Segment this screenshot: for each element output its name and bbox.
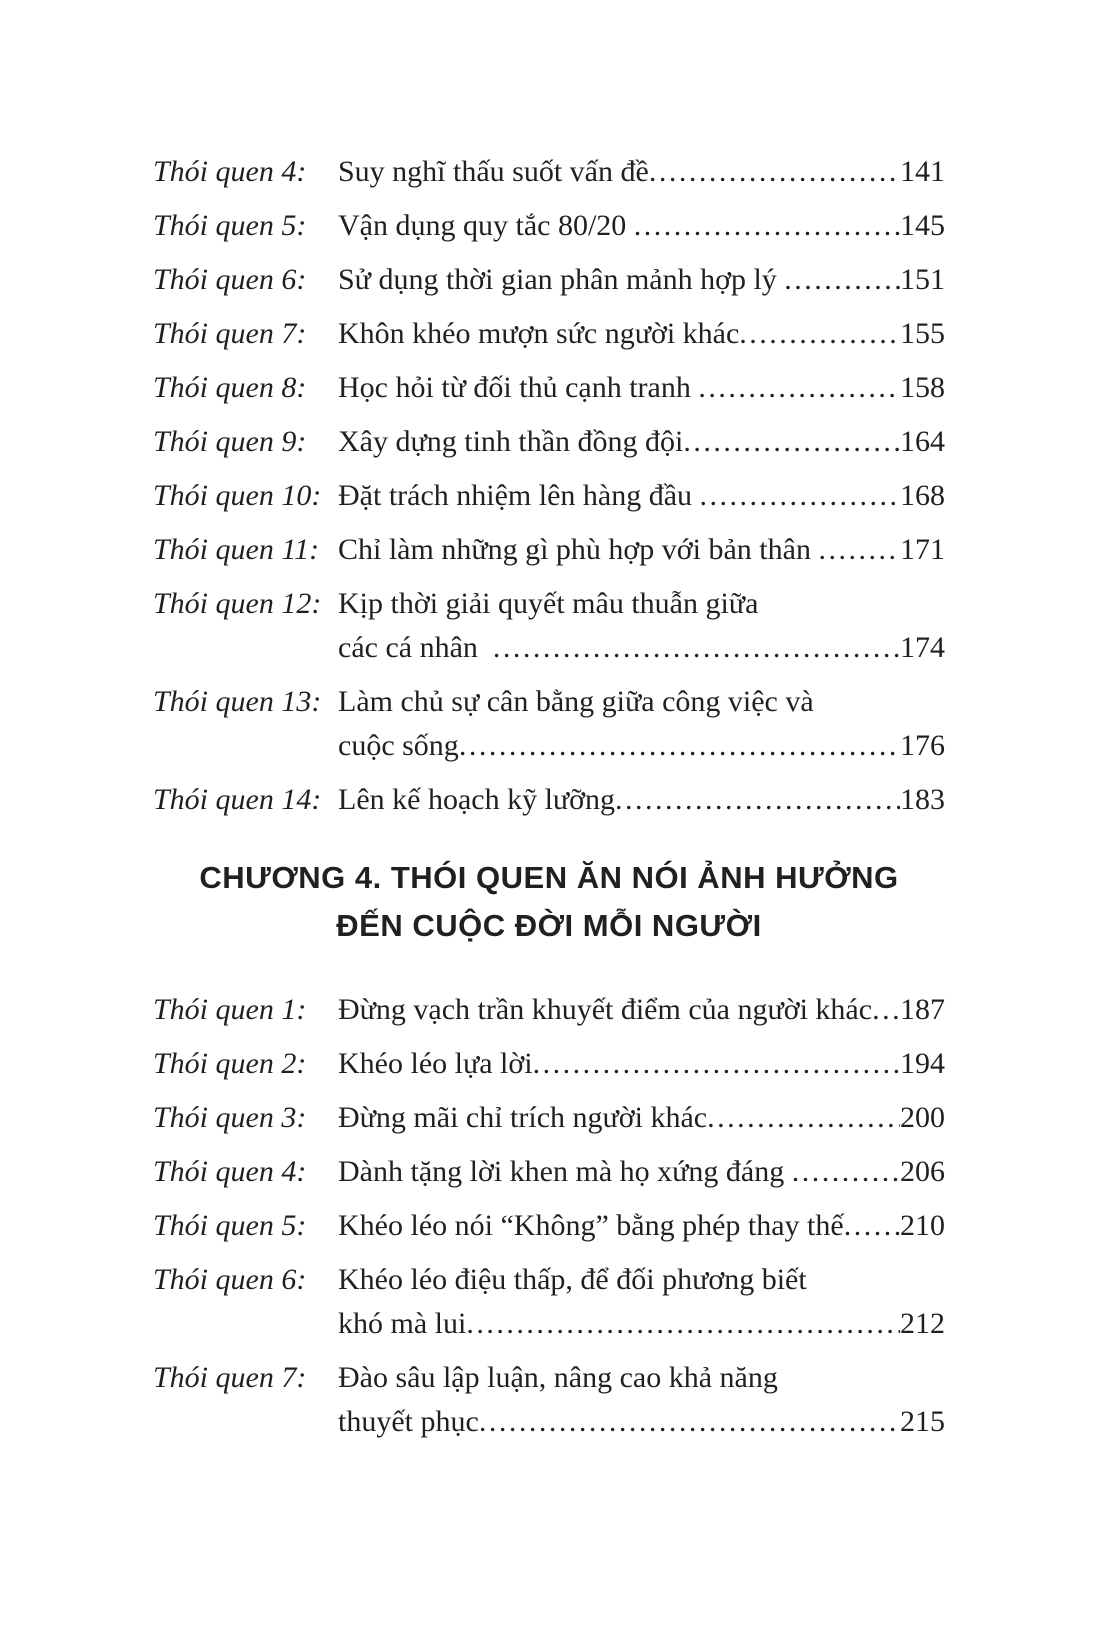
entry-label: Thói quen 13: xyxy=(153,685,322,718)
entry-label: Thói quen 5: xyxy=(153,1209,307,1242)
entry-body xyxy=(338,778,945,822)
entry-body xyxy=(338,528,945,572)
entry-label: Thói quen 6: xyxy=(153,263,307,296)
entry-title: Học hỏi từ đối thủ cạnh tranh xyxy=(338,371,699,404)
entry-page-number: 158 xyxy=(900,371,945,404)
entry-label: Thói quen 8: xyxy=(153,371,307,404)
entry-page-number: 151 xyxy=(900,263,945,296)
entry-page-number: 176 xyxy=(900,729,945,762)
toc-section-chapter4 xyxy=(153,988,945,1444)
dot-leader xyxy=(466,1302,900,1346)
dot-leader xyxy=(634,204,900,248)
toc-entry xyxy=(153,988,945,1032)
entry-line xyxy=(338,1204,945,1248)
entry-line xyxy=(338,1258,945,1302)
dot-leader xyxy=(872,988,900,1032)
entry-title: khó mà lui xyxy=(338,1307,467,1340)
entry-label: Thói quen 7: xyxy=(153,317,307,350)
entry-body xyxy=(338,474,945,518)
toc-entry xyxy=(153,312,945,356)
entry-title: Khéo léo điệu thấp, để đối phương biết xyxy=(338,1263,807,1296)
entry-line xyxy=(338,988,945,1032)
entry-title: Sử dụng thời gian phân mảnh hợp lý xyxy=(338,263,785,296)
entry-line xyxy=(338,366,945,410)
entry-body xyxy=(338,204,945,248)
entry-body xyxy=(338,1258,945,1346)
entry-line xyxy=(338,258,945,302)
entry-body xyxy=(338,258,945,302)
chapter-heading-line1: CHƯƠNG 4. THÓI QUEN ĂN NÓI ẢNH HƯỞNG xyxy=(199,860,899,895)
entry-line xyxy=(338,1042,945,1086)
entry-title: cuộc sống xyxy=(338,729,459,762)
entry-title: Suy nghĩ thấu suốt vấn đề xyxy=(338,155,649,188)
entry-body xyxy=(338,1096,945,1140)
entry-title: Làm chủ sự cân bằng giữa công việc và xyxy=(338,685,814,718)
entry-page-number: 141 xyxy=(900,155,945,188)
entry-line xyxy=(338,724,945,768)
entry-line xyxy=(338,1400,945,1444)
entry-page-number: 187 xyxy=(900,993,945,1026)
toc-entry xyxy=(153,420,945,464)
entry-label: Thói quen 11: xyxy=(153,533,320,566)
toc-entry xyxy=(153,1356,945,1444)
toc-entry xyxy=(153,474,945,518)
entry-body xyxy=(338,1150,945,1194)
entry-line xyxy=(338,474,945,518)
entry-body xyxy=(338,150,945,194)
entry-body xyxy=(338,366,945,410)
entry-body xyxy=(338,582,945,670)
entry-title: Khôn khéo mượn sức người khác xyxy=(338,317,740,350)
entry-line xyxy=(338,1302,945,1346)
dot-leader xyxy=(493,626,900,670)
toc-entry xyxy=(153,1042,945,1086)
entry-line xyxy=(338,528,945,572)
entry-page-number: 200 xyxy=(900,1101,945,1134)
entry-title: Đừng mãi chỉ trích người khác xyxy=(338,1101,708,1134)
entry-title: Đặt trách nhiệm lên hàng đầu xyxy=(338,479,700,512)
entry-page-number: 155 xyxy=(900,317,945,350)
entry-line xyxy=(338,582,945,626)
dot-leader xyxy=(649,150,900,194)
entry-title: Kịp thời giải quyết mâu thuẫn giữa xyxy=(338,587,759,620)
entry-title: Đào sâu lập luận, nâng cao khả năng xyxy=(338,1361,778,1394)
entry-line xyxy=(338,150,945,194)
entry-body xyxy=(338,312,945,356)
entry-page-number: 206 xyxy=(900,1155,945,1188)
toc-entry xyxy=(153,258,945,302)
entry-page-number: 164 xyxy=(900,425,945,458)
dot-leader xyxy=(533,1042,900,1086)
entry-page-number: 168 xyxy=(900,479,945,512)
entry-label: Thói quen 2: xyxy=(153,1047,307,1080)
toc-entry xyxy=(153,204,945,248)
dot-leader xyxy=(479,1400,900,1444)
toc-entry xyxy=(153,528,945,572)
entry-label: Thói quen 4: xyxy=(153,1155,307,1188)
dot-leader xyxy=(784,258,900,302)
entry-page-number: 212 xyxy=(900,1307,945,1340)
entry-page-number: 215 xyxy=(900,1405,945,1438)
entry-title: Chỉ làm những gì phù hợp với bản thân xyxy=(338,533,819,566)
entry-body xyxy=(338,1356,945,1444)
entry-line xyxy=(338,680,945,724)
entry-body xyxy=(338,1204,945,1248)
toc-entry xyxy=(153,366,945,410)
dot-leader xyxy=(739,312,900,356)
entry-title: Dành tặng lời khen mà họ xứng đáng xyxy=(338,1155,792,1188)
entry-page-number: 145 xyxy=(900,209,945,242)
chapter-heading-line2: ĐẾN CUỘC ĐỜI MỖI NGƯỜI xyxy=(336,908,762,943)
entry-label: Thói quen 1: xyxy=(153,993,307,1026)
entry-label: Thói quen 12: xyxy=(153,587,322,620)
toc-entry xyxy=(153,582,945,670)
entry-label: Thói quen 14: xyxy=(153,783,322,816)
entry-title: Khéo léo lựa lời xyxy=(338,1047,533,1080)
entry-line xyxy=(338,1356,945,1400)
chapter-heading xyxy=(153,854,945,950)
entry-body xyxy=(338,1042,945,1086)
entry-label: Thói quen 5: xyxy=(153,209,307,242)
entry-line xyxy=(338,1096,945,1140)
entry-label: Thói quen 3: xyxy=(153,1101,307,1134)
toc-entry xyxy=(153,680,945,768)
dot-leader xyxy=(844,1204,900,1248)
entry-page-number: 174 xyxy=(900,631,945,664)
entry-page-number: 194 xyxy=(900,1047,945,1080)
dot-leader xyxy=(818,528,900,572)
dot-leader xyxy=(683,420,900,464)
entry-body xyxy=(338,680,945,768)
toc-entry xyxy=(153,1096,945,1140)
entry-body xyxy=(338,420,945,464)
dot-leader xyxy=(459,724,900,768)
entry-line xyxy=(338,1150,945,1194)
entry-label: Thói quen 7: xyxy=(153,1361,307,1394)
entry-page-number: 210 xyxy=(900,1209,945,1242)
entry-label: Thói quen 6: xyxy=(153,1263,307,1296)
dot-leader xyxy=(698,366,900,410)
dot-leader xyxy=(615,778,900,822)
entry-title: Khéo léo nói “Không” bằng phép thay thế xyxy=(338,1209,844,1242)
entry-title: Xây dựng tinh thần đồng đội xyxy=(338,425,684,458)
entry-title: các cá nhân xyxy=(338,631,493,664)
toc-section-chapter3 xyxy=(153,150,945,822)
entry-line xyxy=(338,778,945,822)
entry-label: Thói quen 4: xyxy=(153,155,307,188)
entry-line xyxy=(338,204,945,248)
entry-line xyxy=(338,626,945,670)
dot-leader xyxy=(707,1096,900,1140)
toc-entry xyxy=(153,778,945,822)
entry-title: Đừng vạch trần khuyết điểm của người khác xyxy=(338,993,873,1026)
entry-label: Thói quen 10: xyxy=(153,479,322,512)
toc-entry xyxy=(153,150,945,194)
entry-body xyxy=(338,988,945,1032)
entry-page-number: 171 xyxy=(900,533,945,566)
toc-entry xyxy=(153,1258,945,1346)
entry-title: thuyết phục xyxy=(338,1405,479,1438)
toc-entry xyxy=(153,1150,945,1194)
entry-line xyxy=(338,420,945,464)
entry-page-number: 183 xyxy=(900,783,945,816)
toc-entry xyxy=(153,1204,945,1248)
entry-title: Lên kế hoạch kỹ lưỡng xyxy=(338,783,616,816)
entry-title: Vận dụng quy tắc 80/20 xyxy=(338,209,634,242)
dot-leader xyxy=(792,1150,900,1194)
dot-leader xyxy=(700,474,900,518)
entry-line xyxy=(338,312,945,356)
entry-label: Thói quen 9: xyxy=(153,425,307,458)
